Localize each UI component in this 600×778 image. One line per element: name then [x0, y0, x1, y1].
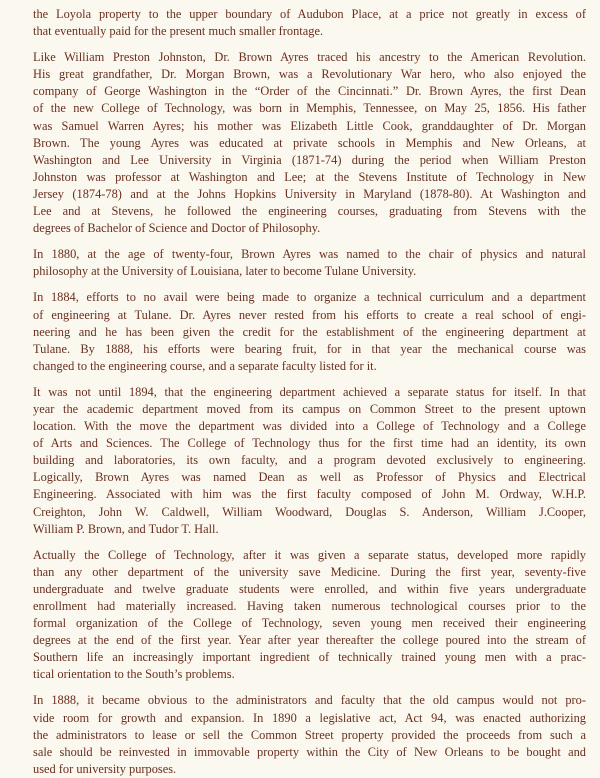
text-line: sale should be reinvested in immovable property within the City of New Orleans to be bought and: [33, 744, 586, 759]
text-line: the Loyola property to the upper boundary of Audubon Place, at a price not greatly in excess of: [33, 7, 586, 21]
text-line: Washington and Lee University in Virginia (1871-74) during the period when William Preston: [33, 152, 586, 167]
paragraph-2: [33, 49, 586, 237]
text-line: William P. Brown, and Tudor T. Hall.: [33, 521, 219, 536]
text-line: year the academic department moved from its campus on Common Street to the present uptown: [33, 401, 586, 416]
paragraph-7: [33, 692, 586, 777]
paragraph-1: [33, 6, 586, 40]
text-line: of the new College of Technology, was born in Memphis, Tennessee, on May 25, 1856. His father: [33, 101, 586, 116]
text-line: used for university purposes.: [33, 761, 177, 776]
text-line: was Samuel Warren Ayres; his mother was Elizabeth Little Cook, granddaughter of Dr. Morgan: [33, 118, 586, 133]
text-line: building and laboratories, its own faculty, and a program devoted exclusively to engineering.: [33, 453, 586, 468]
text-line: Actually the College of Technology, after it was given a separate status, developed more rapidly: [33, 547, 586, 562]
text-line: His great grandfather, Dr. Morgan Brown, was a Revolutionary War hero, who also enjoyed the: [33, 67, 586, 82]
text-line: Like William Preston Johnston, Dr. Brown Ayres traced his ancestry to the American Revolution.: [33, 50, 586, 65]
text-line: Brown. The young Ayres was educated at private schools in Memphis and New Orleans, at: [33, 135, 586, 150]
text-line: In 1888, it became obvious to the administrators and faculty that the old campus would not pro-: [33, 693, 586, 708]
text-line: Johnston was professor at Washington and Lee; at the Stevens Institute of Technology in New: [33, 169, 586, 184]
text-line: Creighton, John W. Caldwell, William Woodward, Douglas S. Anderson, William J.Cooper,: [33, 504, 586, 519]
paragraph-3: [33, 246, 586, 280]
text-line: degrees of Bachelor of Science and Doctor of Philosophy.: [33, 221, 321, 236]
text-line: It was not until 1894, that the engineering department achieved a separate status for itself. In that: [33, 384, 586, 399]
paragraph-4: [33, 289, 586, 374]
text-line: In 1884, efforts to no avail were being made to organize a technical curriculum and a department: [33, 290, 586, 305]
text-line: changed to the engineering course, and a separate faculty listed for it.: [33, 358, 377, 373]
text-line: vide room for growth and expansion. In 1890 a legislative act, Act 94, was enacted authorizing: [33, 710, 586, 725]
text-line: that eventually paid for the present much smaller frontage.: [33, 24, 324, 39]
text-line: philosophy at the University of Louisiana, later to become Tulane University.: [33, 264, 417, 279]
text-line: Logically, Brown Ayres was named Dean as well as Professor of Physics and Electrical: [33, 470, 586, 485]
text-line: Tulane. By 1888, his efforts were bearing fruit, for in that year the mechanical course was: [33, 341, 586, 356]
text-line: Engineering. Associated with him was the first faculty composed of John M. Ordway, W.H.P.: [33, 487, 586, 502]
text-line: the administrators to lease or sell the Common Street property provided the proceeds from such a: [33, 727, 586, 742]
text-line: of Arts and Sciences. The College of Technology thus for the first time had an identity, its own: [33, 436, 586, 451]
text-line: In 1880, at the age of twenty-four, Brown Ayres was named to the chair of physics and natural: [33, 247, 586, 262]
text-line: Lee and at Stevens, he followed the engineering courses, graduating from Stevens with the: [33, 204, 586, 219]
text-line: of engineering at Tulane. Dr. Ayres never rested from his efforts to create a real school of engi-: [33, 307, 586, 322]
text-line: formal organization of the College of Technology, seven young men received their engineering: [33, 616, 586, 631]
paragraph-6: [33, 547, 586, 684]
paragraph-5: [33, 384, 586, 538]
text-line: undergraduate and twelve graduate students were enrolled, and within five years undergraduate: [33, 581, 586, 596]
text-line: than any other department of the university save Medicine. During the first year, seventy-five: [33, 564, 586, 579]
text-line: Jersey (1874-78) and at the Johns Hopkins University in Maryland (1878-80). At Washington and: [33, 186, 586, 201]
text-line: degrees at the end of the first year. Year after year thereafter the college poured into the stream of: [33, 633, 586, 648]
text-line: tical orientation to the South’s problems.: [33, 667, 235, 682]
text-line: location. With the move the department was divided into a College of Technology and a College: [33, 419, 586, 434]
text-line: company of George Washington in the “Order of the Cincinnati.” Dr. Brown Ayres, the first Dean: [33, 84, 586, 99]
text-line: neering and he has been given the credit for the establishment of the engineering department at: [33, 324, 586, 339]
text-line: Southern life an increasingly important ingredient of technically trained young men with a prac-: [33, 650, 586, 665]
text-line: enrollment had materially increased. Having taken numerous technological courses prior to the: [33, 599, 586, 613]
